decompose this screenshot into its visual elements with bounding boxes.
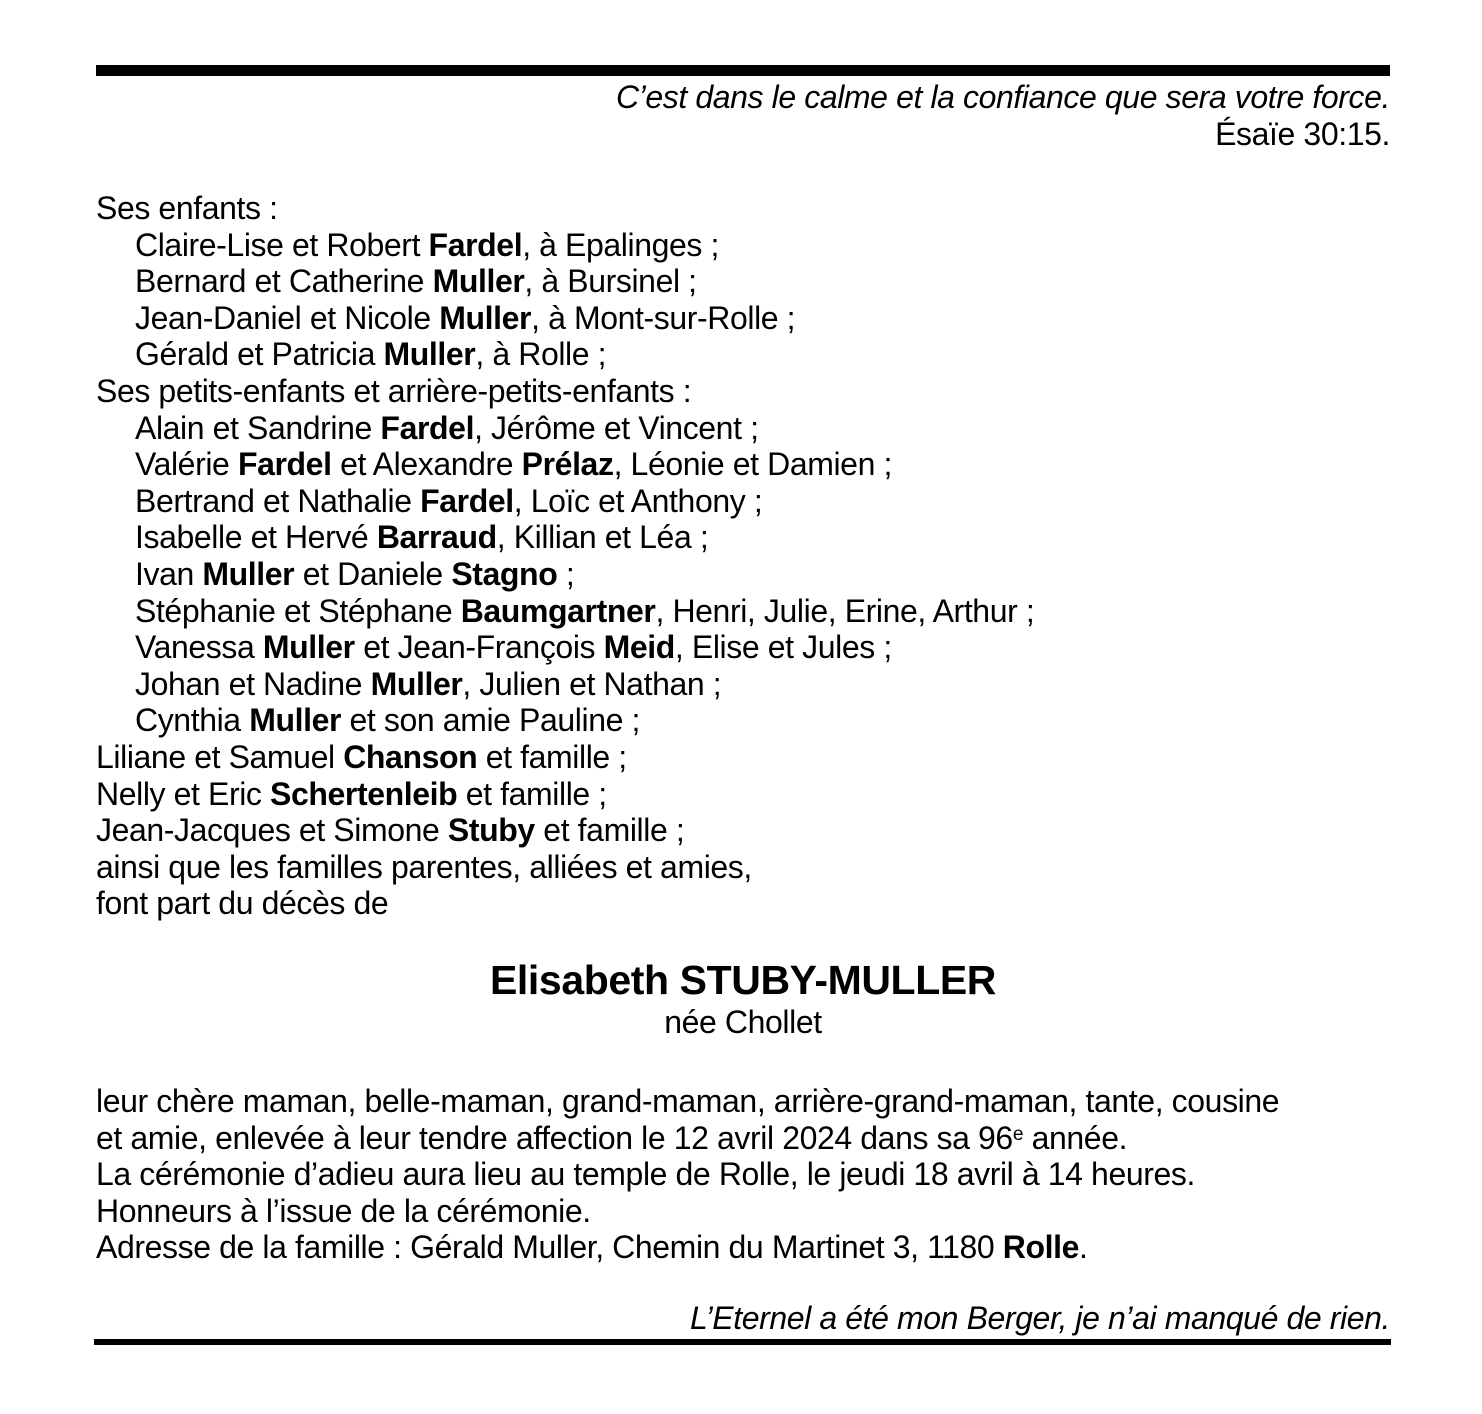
text-segment: Stéphanie et Stéphane [135,592,461,629]
text-segment: Barraud [376,519,497,556]
text-line [96,1083,1422,1120]
text-line [96,1193,1422,1230]
top-divider [96,65,1390,76]
text-segment: , à Bursinel ; [524,263,697,300]
text-segment: Liliane et Samuel [96,738,344,775]
text-line [96,263,1422,300]
text-segment: Jean-Daniel et Nicole [135,299,440,336]
text-segment: Nelly et Eric [96,775,270,812]
family-list [96,190,1422,922]
text-segment: et Jean-François [354,629,604,666]
text-line [96,593,1422,630]
text-segment: Ivan [135,555,203,592]
text-segment: Isabelle et Hervé [135,519,377,556]
text-line [96,1156,1422,1193]
text-line [96,629,1422,666]
text-line [96,300,1422,337]
text-segment: Muller [249,702,342,739]
text-segment: leur chère maman, belle-maman, grand-maman, arrière-grand-maman, tante, cousine [96,1083,1280,1119]
text-segment: Muller [432,263,525,300]
text-segment: Bertrand et Nathalie [135,482,421,519]
text-segment: e [1012,1123,1024,1145]
text-segment: Ses enfants : [96,190,278,226]
epigraph-quote: C’est dans le calme et la confiance que sera votre force. [615,79,1390,115]
text-segment: Schertenleib [270,775,458,812]
text-segment: Meid [603,629,675,666]
text-segment: font part du décès de [96,885,389,922]
epigraph-top [96,79,1390,152]
text-segment: Prélaz [521,446,614,483]
text-line [96,776,1422,813]
text-segment: Johan et Nadine [135,665,371,702]
text-segment: et Daniele [294,555,452,592]
text-line [96,227,1422,264]
text-segment: Gérald et Patricia [135,336,384,373]
text-segment: , Elise et Jules ; [674,629,892,666]
text-segment: , Loïc et Anthony ; [513,482,763,519]
text-segment: La cérémonie d’adieu aura lieu au temple de Rolle, le jeudi 18 avril à 14 heures. [96,1156,1195,1193]
text-line [96,666,1422,703]
text-segment: , Léonie et Damien ; [613,446,892,483]
text-segment: . [1079,1229,1088,1266]
deceased-name-block [96,958,1390,1042]
text-segment: Baumgartner [460,592,656,629]
text-segment: Rolle [1002,1229,1080,1266]
text-segment: ainsi que les familles parentes, alliées et amies, [96,848,752,885]
text-line [96,190,1422,227]
text-segment: année. [1023,1119,1128,1156]
text-line [96,519,1422,556]
text-segment: Cynthia [135,702,250,739]
text-segment: Honneurs à l’issue de la cérémonie. [96,1192,591,1229]
text-segment: , Jérôme et Vincent ; [474,409,759,446]
text-segment: , à Rolle ; [475,336,607,373]
text-line [96,739,1422,776]
deceased-name: Elisabeth STUBY-MULLER [489,957,997,1003]
text-segment: Fardel [420,482,514,519]
text-line [96,812,1422,849]
text-segment: Muller [370,665,463,702]
text-line [96,410,1422,447]
text-segment: , Julien et Nathan ; [462,665,722,702]
text-line [96,446,1422,483]
text-segment: Alain et Sandrine [135,409,381,446]
text-segment: , à Epalinges ; [522,226,719,263]
deceased-maiden-name: née Chollet [664,1004,822,1040]
text-segment: Muller [383,336,476,373]
text-line [96,1229,1422,1266]
text-segment: Ses petits-enfants et arrière-petits-enfants : [96,372,692,409]
text-segment: et Alexandre [331,446,522,483]
text-segment: Vanessa [135,629,263,666]
text-segment: Valérie [135,446,238,483]
text-segment: Bernard et Catherine [135,263,433,300]
text-segment: Fardel [380,409,475,446]
text-segment: et famille ; [534,812,685,849]
text-segment: Stuby [447,812,535,849]
text-segment: ; [557,555,575,592]
text-line [96,556,1422,593]
epigraph-attribution: Ésaïe 30:15. [1215,115,1390,152]
text-segment: Claire-Lise et Robert [135,226,429,263]
text-segment: Jean-Jacques et Simone [96,812,448,849]
text-line [96,336,1422,373]
text-segment: Muller [262,629,355,666]
text-line [96,1120,1422,1157]
text-segment: Fardel [428,226,523,263]
text-segment: , Henri, Julie, Erine, Arthur ; [655,592,1035,629]
closing-quote: L’Eternel a été mon Berger, je n’ai manqué de rien. [689,1300,1390,1336]
bottom-divider [94,1339,1391,1345]
text-line [96,849,1422,886]
text-segment: Stagno [451,555,558,592]
text-line [96,373,1422,410]
text-segment: Fardel [237,446,332,483]
text-line [96,483,1422,520]
text-segment: et famille ; [477,738,627,775]
text-line [96,702,1422,739]
text-segment: Adresse de la famille : Gérald Muller, Chemin du Martinet 3, 1180 [96,1229,1003,1266]
text-segment: Muller [202,555,295,592]
text-segment: Muller [439,299,532,336]
epigraph-bottom [96,1300,1390,1337]
text-segment: Chanson [343,738,478,775]
text-segment: , Killian et Léa ; [496,519,709,556]
announcement-paragraph [96,1083,1422,1266]
text-segment: et amie, enlevée à leur tendre affection le 12 avril 2024 dans sa 96 [96,1119,1013,1156]
text-segment: et son amie Pauline ; [341,702,640,739]
text-segment: , à Mont-sur-Rolle ; [531,299,796,336]
text-segment: et famille ; [457,775,607,812]
text-line [96,885,1422,922]
